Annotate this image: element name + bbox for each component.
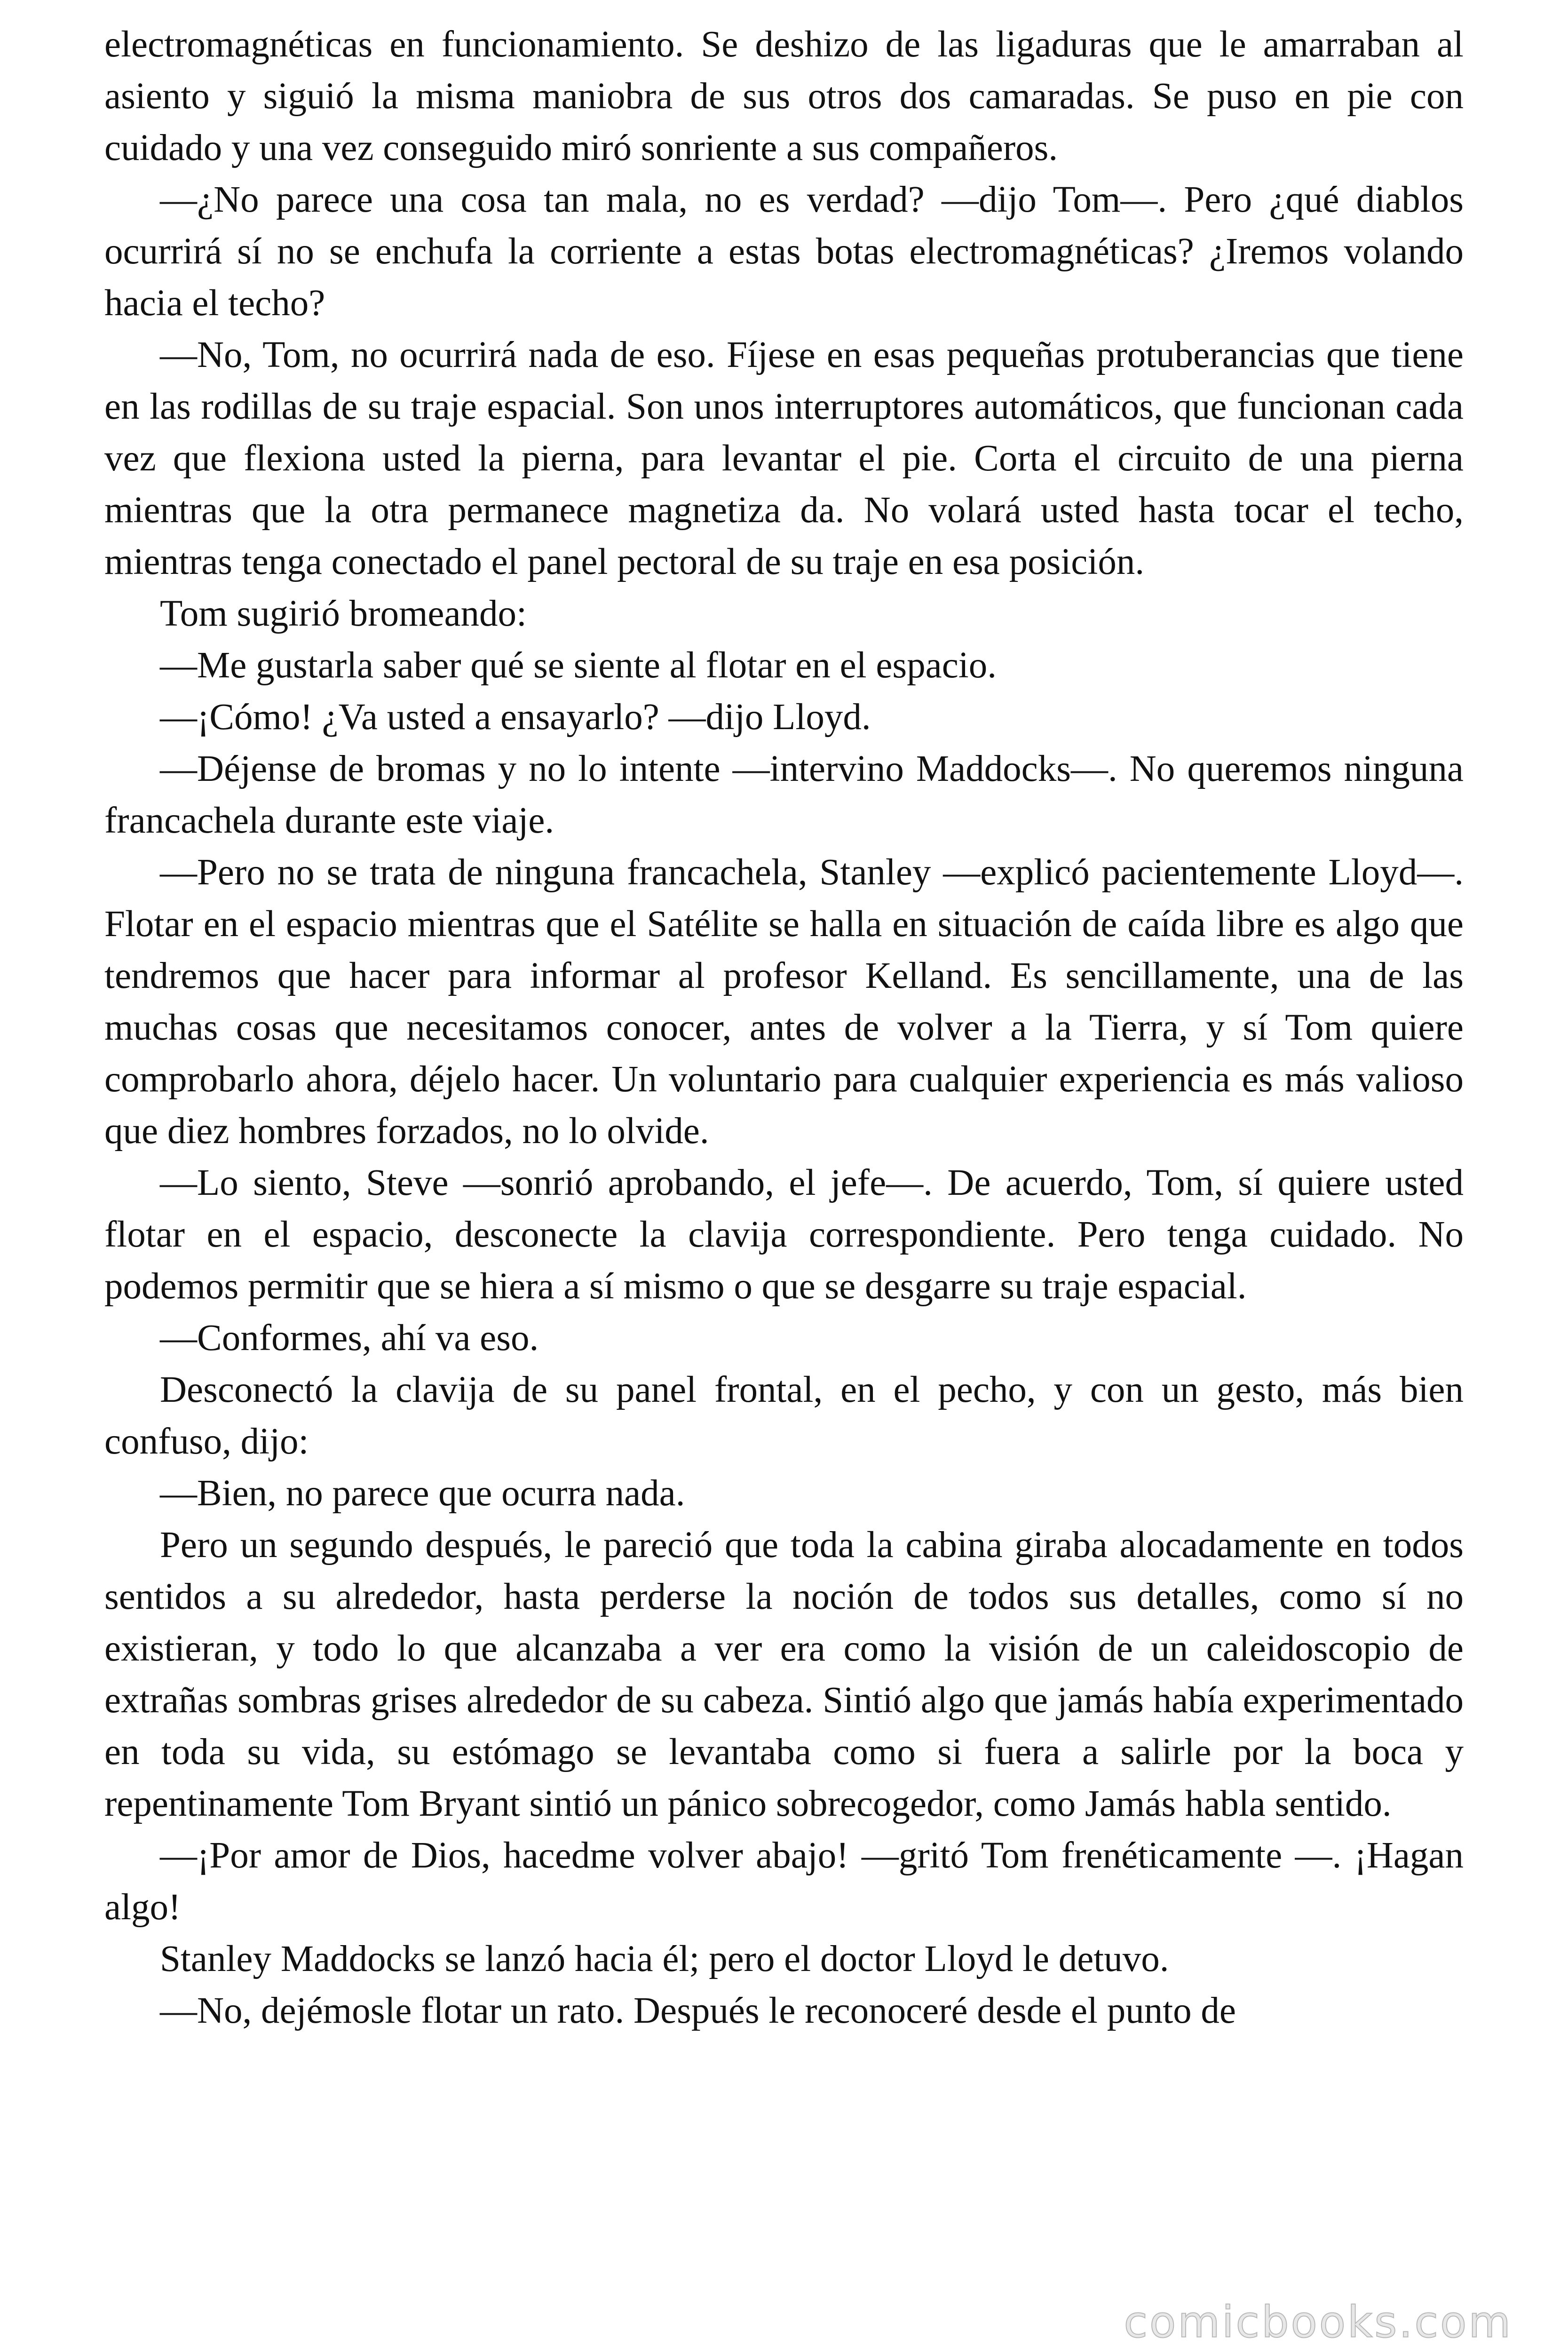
paragraph-continuation: electromagnéticas en funcionamiento. Se deshizo de las ligaduras que le amarraban al asiento y siguió la misma maniobra de sus otros dos camaradas. Se puso en pie con cuidado y una vez conseguido miró sonriente a sus compañeros. [104, 24, 1464, 168]
paragraph: Desconectó la clavija de su panel frontal, en el pecho, y con un gesto, más bien confuso, dijo: [104, 1369, 1464, 1462]
paragraph: Tom sugirió bromeando: [160, 593, 527, 634]
paragraph-dialogue: —¡Por amor de Dios, hacedme volver abajo! —gritó Tom frenéticamente —. ¡Hagan algo! [104, 1835, 1464, 1928]
paragraph-dialogue: —No, Tom, no ocurrirá nada de eso. Fíjese en esas pequeñas protuberancias que tiene en las rodillas de su traje espacial. Son unos interruptores automáticos, que funcionan cada vez que flexiona usted la pierna, para levantar el pie. Corta el circuito de una pierna mientras que la otra permanece magnetiza da. No volará usted hasta tocar el techo, mientras tenga conectado el panel pectoral de su traje en esa posición. [104, 334, 1464, 582]
paragraph-dialogue: —Déjense de bromas y no lo intente —intervino Maddocks—. No queremos ninguna francachela durante este viaje. [104, 748, 1464, 841]
paragraph: Stanley Maddocks se lanzó hacia él; pero el doctor Lloyd le detuvo. [160, 1939, 1169, 1979]
paragraph: Pero un segundo después, le pareció que toda la cabina giraba alocadamente en todos sentidos a su alrededor, hasta perderse la noción de todos sus detalles, como sí no existieran, y todo lo que alcanzaba a ver era como la visión de un caleidoscopio de extrañas sombras grises alrededor de su cabeza. Sintió algo que jamás había experimentado en toda su vida, su estómago se levantaba como si fuera a salirle por la boca y repentinamente Tom Bryant sintió un pánico sobrecogedor, como Jamás habla sentido. [104, 1525, 1464, 1824]
paragraph-dialogue: —Bien, no parece que ocurra nada. [160, 1473, 685, 1514]
paragraph-dialogue: —No, dejémosle flotar un rato. Después le reconoceré desde el punto de [160, 1990, 1236, 2031]
watermark: comicbooks.com [1124, 2297, 1513, 2347]
paragraph-dialogue: —¡Cómo! ¿Va usted a ensayarlo? —dijo Lloyd. [160, 697, 871, 738]
paragraph-dialogue: —¿No parece una cosa tan mala, no es verdad? —dijo Tom—. Pero ¿qué diablos ocurrirá sí no se enchufa la corriente a estas botas electromagnéticas? ¿Iremos volando hacia el techo? [104, 179, 1464, 324]
paragraph-dialogue: —Me gustarla saber qué se siente al flotar en el espacio. [160, 645, 997, 686]
paragraph-dialogue: —Pero no se trata de ninguna francachela, Stanley —explicó pacientemente Lloyd—. Flotar en el espacio mientras que el Satélite se halla en situación de caída libre es algo que tendremos que hacer para informar al profesor Kelland. Es sencillamente, una de las muchas cosas que necesitamos conocer, antes de volver a la Tierra, y sí Tom quiere comprobarlo ahora, déjelo hacer. Un voluntario para cualquier experiencia es más valioso que diez hombres forzados, no lo olvide. [104, 852, 1464, 1152]
paragraph-dialogue: —Lo siento, Steve —sonrió aprobando, el jefe—. De acuerdo, Tom, sí quiere usted flotar en el espacio, desconecte la clavija correspondiente. Pero tenga cuidado. No podemos permitir que se hiera a sí mismo o que se desgarre su traje espacial. [104, 1162, 1464, 1307]
paragraph-dialogue: —Conformes, ahí va eso. [160, 1318, 539, 1359]
body-text [104, 19, 1464, 2037]
